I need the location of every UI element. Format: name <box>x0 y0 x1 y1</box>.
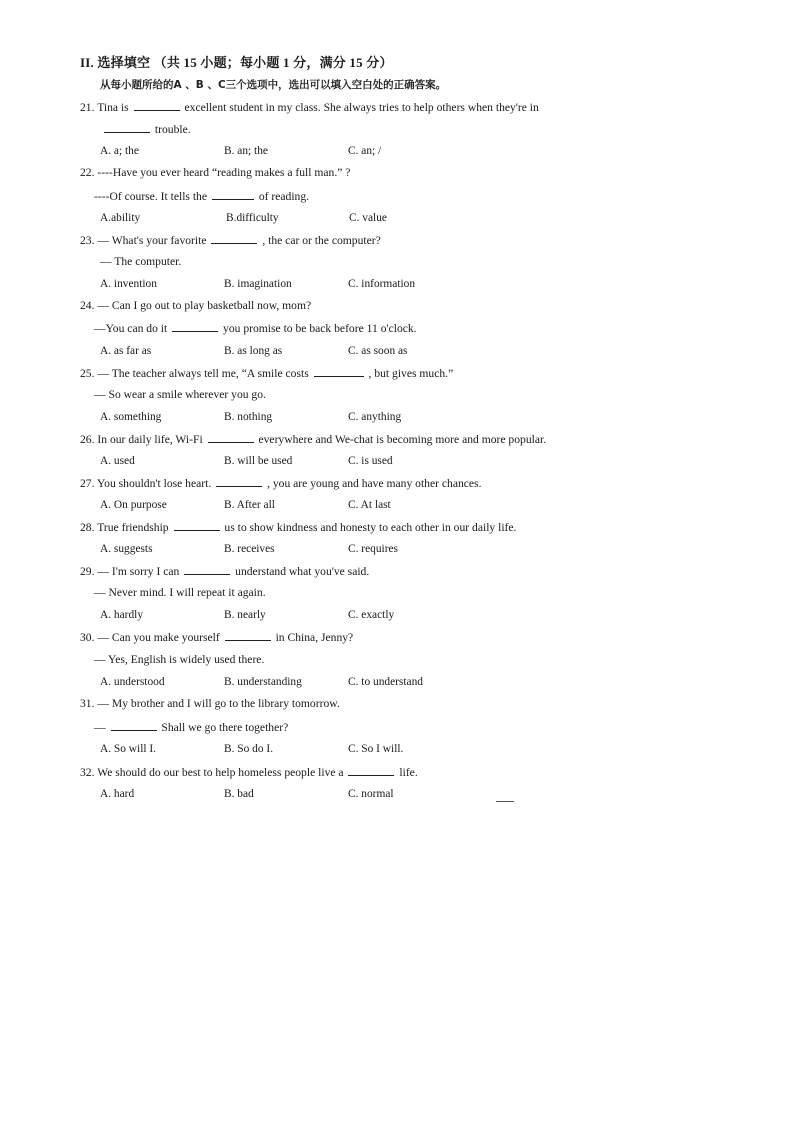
option-a: A. invention <box>100 278 157 290</box>
option-b: B. nothing <box>224 411 273 423</box>
option-a: A.ability <box>100 212 141 224</box>
option-c: C. an; / <box>348 145 382 157</box>
option-c: C. So I will. <box>348 743 404 755</box>
option-a: A. suggests <box>100 543 153 555</box>
option-c: C. information <box>348 278 416 290</box>
question-text: In our daily life, Wi-Fi <box>97 433 203 446</box>
option-c: C. exactly <box>348 609 395 621</box>
question-24-line2 <box>94 321 417 336</box>
question-text: ----Have you ever heard “reading makes a full man.” ? <box>97 166 351 179</box>
option-a: A. On purpose <box>100 499 167 511</box>
option-b: B. So do I. <box>224 743 274 755</box>
question-text: — <box>94 721 106 734</box>
question-text: everywhere and We-chat is becoming more and more popular. <box>258 433 547 446</box>
question-text: , you are young and have many other chances. <box>267 477 482 490</box>
option-b: B. will be used <box>224 455 293 467</box>
question-number: 29. <box>80 565 95 578</box>
option-c: C. to understand <box>348 676 423 688</box>
question-number: 25. <box>80 367 95 380</box>
stray-mark <box>496 801 514 802</box>
question-text: Tina is <box>97 101 129 114</box>
option-b: B. bad <box>224 788 254 800</box>
question-number: 31. <box>80 697 95 710</box>
option-a: A. hard <box>100 788 135 800</box>
question-22-line2 <box>94 189 309 204</box>
question-21-line2 <box>102 122 191 137</box>
question-text: — The computer. <box>100 255 182 268</box>
option-b: B. nearly <box>224 609 266 621</box>
question-text: — I'm sorry I can <box>97 565 180 578</box>
question-number: 32. <box>80 766 95 779</box>
answer-blank <box>225 630 271 641</box>
option-b: B. After all <box>224 499 275 511</box>
question-23-line2 <box>100 255 181 269</box>
question-text: , the car or the computer? <box>262 234 381 247</box>
question-21 <box>80 100 539 115</box>
option-c: C. value <box>349 212 387 224</box>
question-number: 23. <box>80 234 95 247</box>
question-text: understand what you've said. <box>235 565 370 578</box>
question-23 <box>80 233 381 248</box>
question-28 <box>80 520 516 535</box>
question-text: We should do our best to help homeless people live a <box>97 766 344 779</box>
option-c: C. as soon as <box>348 345 408 357</box>
question-31 <box>80 697 340 711</box>
question-22 <box>80 166 350 180</box>
option-a: A. as far as <box>100 345 152 357</box>
answer-blank <box>314 366 364 377</box>
question-30-line2 <box>94 653 264 667</box>
question-text: trouble. <box>154 123 191 136</box>
question-29-line2 <box>94 586 266 600</box>
question-number: 27. <box>80 477 95 490</box>
question-text: —You can do it <box>94 322 168 335</box>
option-a: A. a; the <box>100 145 139 157</box>
question-number: 26. <box>80 433 95 446</box>
question-30 <box>80 630 353 645</box>
question-text: you promise to be back before 11 o'clock. <box>223 322 417 335</box>
option-a: A. understood <box>100 676 165 688</box>
answer-blank <box>212 189 254 200</box>
option-c: C. is used <box>348 455 393 467</box>
answer-blank <box>216 476 262 487</box>
section-instruction: 从每小题所给的A 、B 、C三个选项中，选出可以填入空白处的正确答案。 <box>100 79 447 91</box>
question-text: You shouldn't lose heart. <box>96 477 212 490</box>
question-text: us to show kindness and honesty to each other in our daily life. <box>224 521 517 534</box>
question-text: — Never mind. I will repeat it again. <box>94 586 266 599</box>
answer-blank <box>184 564 230 575</box>
answer-blank <box>111 720 157 731</box>
answer-blank <box>348 765 394 776</box>
question-24 <box>80 299 311 313</box>
question-number: 21. <box>80 101 95 114</box>
answer-blank <box>174 520 220 531</box>
question-text: — My brother and I will go to the library tomorrow. <box>97 697 340 710</box>
option-b: B. an; the <box>224 145 268 157</box>
question-text: of reading. <box>258 190 310 203</box>
question-number: 24. <box>80 299 95 312</box>
section-title: II. 选择填空 （共 15 小题；每小题 1 分，满分 15 分） <box>80 55 393 70</box>
question-text: True friendship <box>97 521 169 534</box>
question-text: — What's your favorite <box>97 234 207 247</box>
question-29 <box>80 564 369 579</box>
question-26 <box>80 432 546 447</box>
question-number: 30. <box>80 631 95 644</box>
question-27 <box>80 476 481 491</box>
question-text: ----Of course. It tells the <box>94 190 207 203</box>
answer-blank <box>208 432 254 443</box>
option-c: C. requires <box>348 543 398 555</box>
option-a: A. something <box>100 411 162 423</box>
question-number: 28. <box>80 521 95 534</box>
answer-blank <box>104 122 150 133</box>
option-b: B. understanding <box>224 676 302 688</box>
question-number: 22. <box>80 166 95 179</box>
answer-blank <box>211 233 257 244</box>
question-text: — The teacher always tell me, “A smile costs <box>97 367 309 380</box>
question-text: — Can I go out to play basketball now, mom? <box>97 299 312 312</box>
option-a: A. hardly <box>100 609 144 621</box>
question-text: , but gives much.” <box>368 367 454 380</box>
option-b: B. imagination <box>224 278 292 290</box>
option-c: C. anything <box>348 411 402 423</box>
option-c: C. At last <box>348 499 391 511</box>
answer-blank <box>172 321 218 332</box>
question-25 <box>80 366 453 381</box>
question-25-line2 <box>94 388 266 402</box>
option-a: A. So will I. <box>100 743 157 755</box>
question-text: in China, Jenny? <box>275 631 354 644</box>
option-b: B.difficulty <box>226 212 279 224</box>
question-31-line2 <box>94 720 288 735</box>
option-b: B. as long as <box>224 345 283 357</box>
question-text: excellent student in my class. She always tries to help others when they're in <box>184 101 539 114</box>
option-c: C. normal <box>348 788 394 800</box>
answer-blank <box>134 100 180 111</box>
question-text: — Can you make yourself <box>97 631 220 644</box>
question-text: — So wear a smile wherever you go. <box>94 388 266 401</box>
question-text: life. <box>399 766 418 779</box>
option-b: B. receives <box>224 543 275 555</box>
option-a: A. used <box>100 455 135 467</box>
question-32 <box>80 765 418 780</box>
question-text: — Yes, English is widely used there. <box>94 653 265 666</box>
question-text: Shall we go there together? <box>161 721 289 734</box>
